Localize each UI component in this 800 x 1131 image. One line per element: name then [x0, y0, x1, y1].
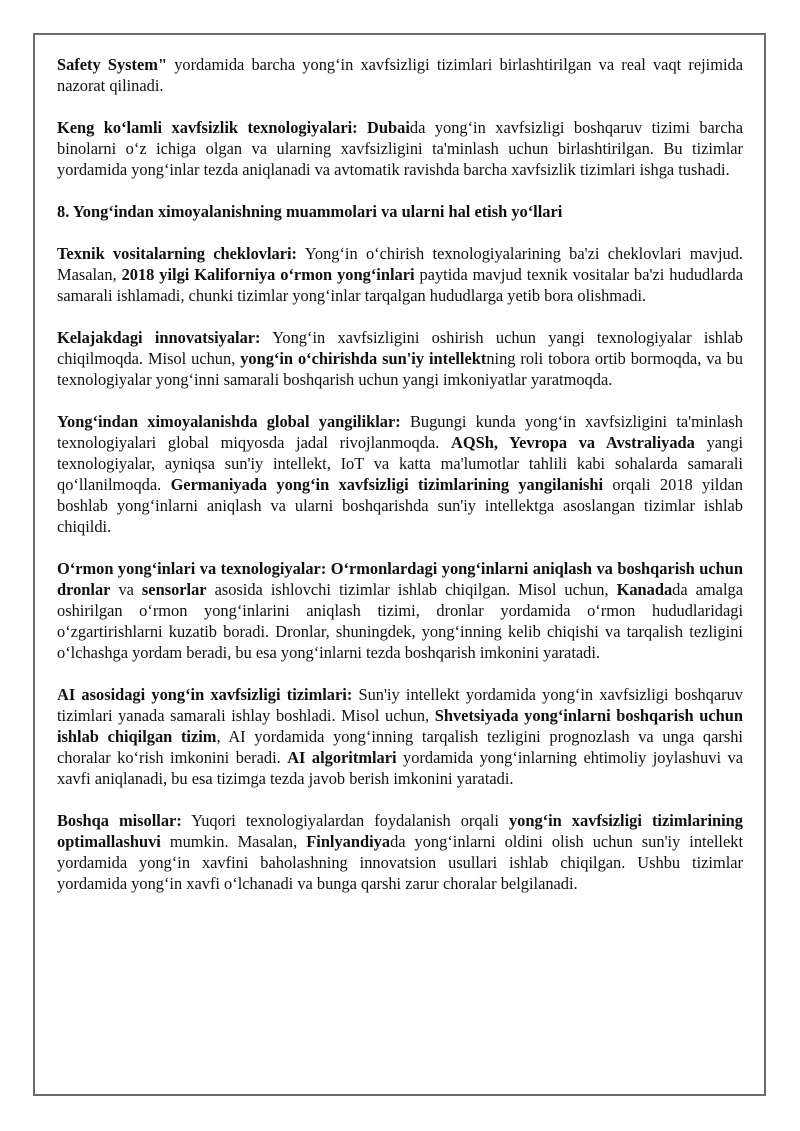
paragraph-text: da yong‘inlarni oldini olish uchun sun'iy intellekt yordamida yong‘in xavfini baholashning innovatsion usullari ishlab chiqilgan. Ushbu tizimlar yordamida yong‘in xavfi o‘lchanadi va bunga qarshi zarur choralar belgilanadi.: [57, 832, 743, 893]
bold-term: AQSh, Yevropa va Avstraliyada: [451, 433, 695, 452]
paragraph-text: paytida mavjud texnik vositalar ba'zi hududlarda samarali ishlamadi, chunki tizimlar yong‘inlar tarqalgan hududlarga yetib bora olishmadi.: [57, 265, 743, 305]
paragraph-texnik-vositalar: [57, 243, 743, 306]
paragraph-text: da amalga oshirilgan o‘rmon yong‘inlarini aniqlash tizimi, dronlar yordamida o‘rmon hududlaridagi o‘zgartirishlarni kuzatib boradi. Dronlar, shuningdek, yong‘inning kelib chiqishi va tarqalish tezligini o‘lchashga yordam beradi, bu esa yong‘inlarni tezda boshqarish imkonini yaratadi.: [57, 580, 743, 662]
bold-term: Yong‘indan ximoyalanishda global yangiliklar:: [57, 412, 401, 431]
paragraph-safety-system: [57, 54, 743, 96]
bold-term: Safety System": [57, 55, 168, 74]
paragraph-text: Yong‘in o‘chirish texnologiyalarining ba'zi cheklovlari mavjud. Masalan,: [57, 244, 743, 284]
bold-term: Finlyandiya: [306, 832, 391, 851]
bold-term: Boshqa misollar:: [57, 811, 182, 830]
paragraph-global-yangiliklar: [57, 411, 743, 537]
bold-term: sensorlar: [141, 580, 207, 599]
paragraph-keng-kolamli: [57, 117, 743, 180]
bold-term: AI algoritmlari: [287, 748, 397, 767]
section-heading: 8. Yong‘indan ximoyalanishning muammolari va ularni hal etish yo‘llari: [57, 202, 563, 221]
paragraph-kelajakdagi-innovatsiyalar: [57, 327, 743, 390]
bold-term: yong‘in xavfsizligi tizimlarining optimallashuvi: [57, 811, 743, 851]
paragraph-text: Bugungi kunda yong‘in xavfsizligini ta'minlash texnologiyalari global miqyosda jadal rivojlanmoqda.: [57, 412, 744, 452]
paragraph-text: mumkin. Masalan,: [160, 832, 307, 851]
paragraph-text: orqali 2018 yildan boshlab yong‘inlarni aniqlash va ularni boshqarishda sun'iy intellektga asoslangan tizimlar ishlab chiqildi.: [57, 475, 743, 536]
document-body: [57, 54, 743, 915]
bold-term: Shvetsiyada yong‘inlarni boshqarish uchun ishlab chiqilgan tizim: [57, 706, 743, 746]
paragraph-text: da yong‘in xavfsizligi boshqaruv tizimi barcha binolarni o‘z ichiga olgan va ularning xavfsizligini ta'minlash uchun birlashtirilgan. Bu tizimlar yordamida yong‘inlar tezda aniqlanadi va avtomatik ravishda barcha xavfsizlik tizimlari ishga tushadi.: [57, 118, 743, 179]
bold-term: Texnik vositalarning cheklovlari:: [57, 244, 298, 263]
bold-term: Kelajakdagi innovatsiyalar:: [57, 328, 261, 347]
bold-term: AI asosidagi yong‘in xavfsizligi tizimlari:: [57, 685, 353, 704]
paragraph-text: yordamida yong‘inlarning ehtimoliy joylashuvi va xavfi aniqlanadi, bu esa tizimga tezda javob berish imkonini yaratadi.: [57, 748, 743, 788]
paragraph-text: ning roli tobora ortib bormoqda, va bu texnologiyalar yong‘inni samarali boshqarish uchun yangi imkoniyatlar yaratmoqda.: [57, 349, 743, 389]
paragraph-text: asosida ishlovchi tizimlar ishlab chiqilgan. Misol uchun,: [206, 580, 617, 599]
bold-term: Keng ko‘lamli xavfsizlik texnologiyalari: Dubai: [57, 118, 410, 137]
paragraph-text: yordamida barcha yong‘in xavfsizligi tizimlari birlashtirilgan va real vaqt rejimida nazorat qilinadi.: [57, 55, 743, 95]
paragraph-boshqa-misollar: [57, 810, 743, 894]
paragraph-text: , AI yordamida yong‘inning tarqalish tezligini prognozlash va unga qarshi choralar ko‘rish imkonini beradi.: [57, 727, 743, 767]
bold-term: Germaniyada yong‘in xavfsizligi tizimlarining yangilanishi: [170, 475, 604, 494]
paragraph-text: yangi texnologiyalar, ayniqsa sun'iy intellekt, IoT va katta ma'lumotlar tahlili kabi sohalarda samarali qo‘llanilmoqda.: [57, 433, 744, 494]
paragraph-ormon-yonginlari: [57, 558, 743, 663]
paragraph-text: va: [110, 580, 142, 599]
paragraph-ai-tizimlari: [57, 684, 743, 789]
bold-term: yong‘in o‘chirishda sun'iy intellekt: [240, 349, 487, 368]
bold-term: O‘rmon yong‘inlari va texnologiyalar: O‘rmonlardagi yong‘inlarni aniqlash va boshqarish uchun dronlar: [57, 559, 743, 599]
paragraph-text: Yong‘in xavfsizligini oshirish uchun yangi texnologiyalar ishlab chiqilmoqda. Misol uchun,: [57, 328, 744, 368]
paragraph-text: Yuqori texnologiyalardan foydalanish orqali: [181, 811, 509, 830]
bold-term: Kanada: [616, 580, 673, 599]
paragraph-text: Sun'iy intellekt yordamida yong‘in xavfsizligi boshqaruv tizimlari yanada samarali ishlay boshladi. Misol uchun,: [57, 685, 743, 725]
bold-term: 2018 yilgi Kaliforniya o‘rmon yong‘inlari: [121, 265, 415, 284]
